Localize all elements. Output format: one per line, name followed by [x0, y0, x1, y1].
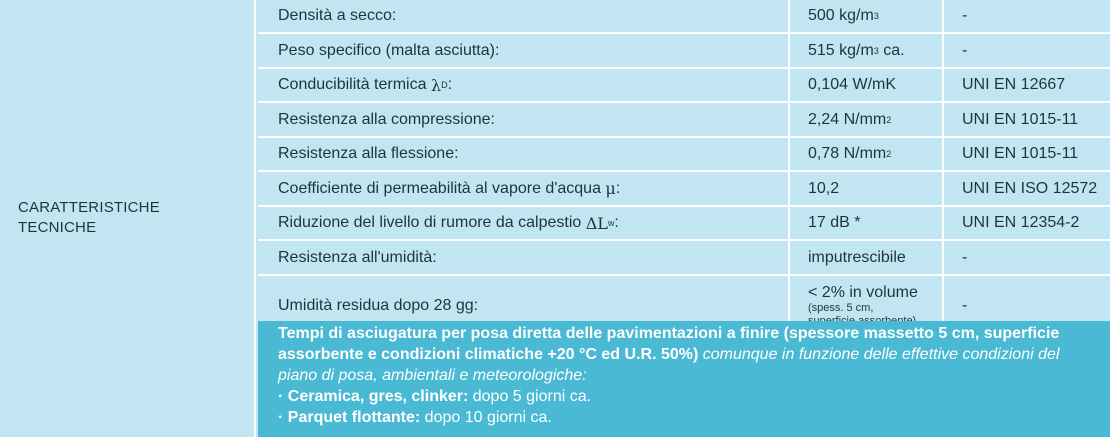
table-row	[258, 103, 1110, 138]
table-row	[258, 69, 1110, 103]
property-norm: -	[962, 41, 968, 59]
table-row	[258, 207, 1110, 241]
property-norm: UNI EN 1015-11	[962, 145, 1079, 162]
property-norm: -	[962, 7, 968, 24]
property-value: 515 kg/m 3 ca.	[790, 34, 944, 67]
properties-table	[258, 0, 1110, 336]
property-name: Riduzione del livello di rumore da calpestio ΔL w :	[258, 207, 790, 239]
property-name: Conducibilità termica λ D :	[258, 69, 790, 101]
property-value: imputrescibile	[790, 241, 944, 274]
property-value: 10,2	[790, 172, 944, 205]
drying-times-note	[258, 321, 1110, 437]
property-name: Resistenza alla compressione:	[258, 103, 790, 136]
table-row	[258, 241, 1110, 276]
property-value: 0,104 W/mK	[790, 69, 944, 101]
property-value: 17 dB *	[790, 207, 944, 239]
drying-item-ceramic: · Ceramica, gres, clinker: dopo 5 giorni ca.	[278, 388, 592, 405]
property-norm: UNI EN 1015-11	[962, 110, 1079, 128]
property-name: Resistenza alla flessione:	[258, 138, 790, 170]
property-norm: UNI EN 12667	[962, 76, 1066, 93]
drying-item-parquet: · Parquet flottante: dopo 10 giorni ca.	[278, 409, 552, 426]
property-name: Umidità residua dopo 28 gg:	[258, 276, 790, 336]
property-norm: UNI EN ISO 12572	[962, 179, 1098, 197]
property-name: Resistenza all'umidità:	[258, 241, 790, 274]
property-value: 500 kg/m 3	[790, 0, 944, 32]
table-row	[258, 0, 1110, 34]
property-name: Peso specifico (malta asciutta):	[258, 34, 790, 67]
property-value: 0,78 N/mm 2	[790, 138, 944, 170]
property-norm: UNI EN 12354-2	[962, 214, 1080, 231]
drying-times-intro: Tempi di asciugatura per posa diretta delle pavimentazioni a finire (spessore massetto 5 cm, superficie assorbente e condizioni climatiche +20 °C ed U.R. 50%) comunque in funzione delle effettive condizioni del piano di posa, ambientali e meteorologiche:	[278, 325, 1064, 384]
table-row	[258, 138, 1110, 172]
property-norm: -	[962, 297, 968, 314]
property-name: Densità a secco:	[258, 0, 790, 32]
section-label-cell	[0, 0, 256, 437]
property-name: Coefficiente di permeabilità al vapore d'acqua μ :	[258, 172, 790, 205]
property-value: < 2% in volume (spess. 5 cm,	[790, 276, 944, 336]
property-norm: -	[962, 248, 968, 266]
section-label: CARATTERISTICHE TECNICHE	[18, 199, 160, 236]
property-value: 2,24 N/mm 2	[790, 103, 944, 136]
table-row	[258, 34, 1110, 69]
table-row	[258, 172, 1110, 207]
